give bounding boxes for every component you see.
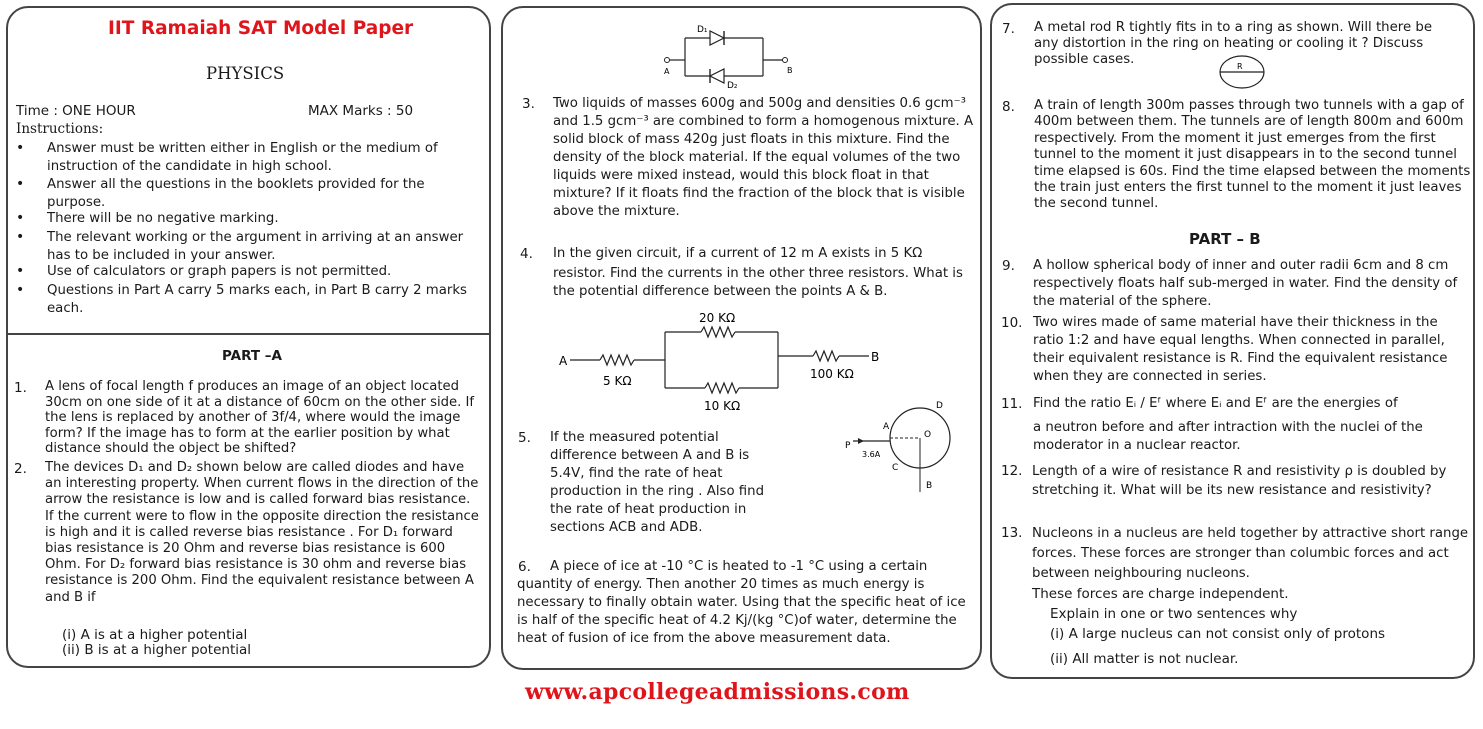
- circuit-b-label: B: [871, 350, 880, 364]
- question-13-option-2: (ii) All matter is not nuclear.: [1050, 651, 1239, 667]
- question-5-text: If the measured potential difference between A and B is 5.4V, find the rate of heat production in the ring . Also find the rate of heat production in sections ACB and ADB.: [550, 430, 765, 535]
- instruction-item: Questions in Part A carry 5 marks each, in Part B carry 2 marks each.: [47, 283, 467, 316]
- rod-ring-diagram: [1218, 53, 1268, 91]
- question-number: 7.: [1002, 21, 1015, 37]
- instruction-item: Answer must be written either in English or the medium of instruction of the candidate in high school.: [47, 141, 438, 174]
- question-11-text-b: a neutron before and after intraction with the nuclei of the moderator in a nuclear reactor.: [1033, 420, 1423, 453]
- diode-d1-label: D₁: [697, 25, 708, 35]
- question-13-option-1: (i) A large nucleus can not consist only of protons: [1050, 626, 1386, 642]
- max-marks-label: MAX Marks : 50: [308, 103, 414, 119]
- part-b-heading: PART – B: [1189, 230, 1261, 248]
- instruction-item: Answer all the questions in the booklets provided for the purpose.: [47, 177, 425, 210]
- diode-d1-symbol: [710, 31, 724, 45]
- circuit-a-label: A: [559, 354, 568, 368]
- diode-a-label: A: [664, 67, 670, 76]
- question-number: 8.: [1002, 99, 1015, 115]
- question-7-text: A metal rod R tightly fits in to a ring as shown. Will there be any distortion in the ring on heating or cooling it ? Discuss possible cases.: [1034, 20, 1432, 67]
- question-number: 5.: [518, 430, 531, 446]
- ring-diagram: [838, 398, 968, 498]
- question-11-text-a: Find the ratio Eᵢ / Eᶠ where Eᵢ and Eᶠ are the energies of: [1033, 396, 1398, 411]
- paper-title: IIT Ramaiah SAT Model Paper: [108, 18, 414, 39]
- ring-p-label: P: [845, 441, 851, 451]
- question-4-text-a: In the given circuit, if a current of 12 m A exists in 5 KΩ: [553, 246, 923, 261]
- question-2-text: The devices D₁ and D₂ shown below are called diodes and have an interesting property. When current flows in the direction of the arrow the resistance is low and is called forward bias resistance. If the current were to flow in the opposite direction the resistance is high and it is called reverse bias resistance . For D₁ forward bias resistance is 20 Ohm and reverse bias resistance is 600 Ohm. For D₂ forward bias resistance is 30 ohm and reverse bias resistance is 200 Ohm. Find the equivalent resistance between A and B if: [45, 460, 479, 605]
- question-number: 4.: [520, 246, 533, 262]
- ring-d-label: D: [936, 401, 943, 411]
- footer-website-link[interactable]: www.apcollegeadmissions.com: [525, 679, 910, 705]
- part-a-heading: PART –A: [222, 348, 282, 364]
- resistor-5k-label: 5 KΩ: [603, 374, 632, 388]
- question-number: 9.: [1002, 258, 1015, 274]
- diode-d2-symbol: [710, 69, 724, 83]
- ring-o-label: O: [924, 430, 932, 440]
- ring-current-label: 3.6A: [862, 450, 881, 459]
- question-13-line-2: These forces are charge independent.: [1032, 586, 1289, 602]
- instruction-item: There will be no negative marking.: [47, 211, 279, 226]
- question-number: 1.: [14, 380, 27, 396]
- question-12-text: Length of a wire of resistance R and resistivity ρ is doubled by stretching it. What will be its new resistance and resistivity?: [1032, 464, 1447, 498]
- question-6-text: A piece of ice at -10 °C is heated to -1 °C using a certain quantity of energy. Then another 20 times as much energy is necessary to finally obtain water. Using that the specific heat of ice is half of the specific heat of 4.2 Kj/(kg °C)of water, determine the heat of fusion of ice from the above measurement data.: [517, 559, 966, 646]
- question-2-option-2: (ii) B is at a higher potential: [62, 642, 252, 658]
- ring-c-label: C: [892, 463, 899, 473]
- rod-r-label: R: [1237, 62, 1243, 71]
- diode-d2-label: D₂: [727, 81, 738, 91]
- question-2-option-1: (i) A is at a higher potential: [62, 627, 248, 643]
- question-8-text: A train of length 300m passes through two tunnels with a gap of 400m between them. The tunnels are of length 800m and 600m respectively. From the moment it just emerges from the first tunnel to the moment it just disappears in to the second tunnel time elapsed is 60s. Find the time elapsed between the moments the train just enters the first tunnel to the moment it just leaves the second tunnel.: [1034, 98, 1471, 212]
- question-1-text: A lens of focal length f produces an image of an object located 30cm on one side of it at a distance of 60cm on the other side. If the lens is replaced by another of 3f/4, where would the image form? If the image has to form at the earlier position by what distance should the object be shifted?: [45, 379, 475, 456]
- question-3-text: Two liquids of masses 600g and 500g and densities 0.6 gcm⁻³ and 1.5 gcm⁻³ are combined to form a homogenous mixture. A solid block of mass 420g just floats in this mixture. Find the density of the block material. If the equal volumes of the two liquids were mixed instead, would this block float in that mixture? If it floats find the fraction of the block that is visible above the mixture.: [553, 96, 974, 219]
- diode-circuit-diagram: [655, 20, 805, 92]
- resistor-20k-label: 20 KΩ: [699, 311, 736, 325]
- time-label: Time : ONE HOUR: [16, 103, 136, 119]
- instructions-label: Instructions:: [16, 121, 104, 137]
- resistor-100k: [813, 351, 839, 361]
- question-13-text: Nucleons in a nucleus are held together by attractive short range forces. These forces are stronger than columbic forces and act between neighbouring nucleons.: [1032, 526, 1469, 581]
- subject-title: PHYSICS: [206, 64, 285, 83]
- diode-b-label: B: [787, 66, 793, 75]
- ring-a-label: A: [883, 422, 890, 432]
- question-10-text: Two wires made of same material have their thickness in the ratio 1:2 and have equal lengths. When connected in parallel, their equivalent resistance is R. Find the equivalent resistance when they are connected in series.: [1033, 315, 1448, 384]
- question-13-line-3: Explain in one or two sentences why: [1050, 606, 1298, 622]
- instruction-item: Use of calculators or graph papers is not permitted.: [47, 264, 392, 279]
- question-number: 12.: [1001, 463, 1023, 479]
- question-number: 10.: [1001, 315, 1023, 331]
- ring-b-label: B: [926, 481, 933, 491]
- question-number: 2.: [14, 461, 27, 477]
- question-number: 6.: [518, 559, 531, 575]
- section-divider: [6, 333, 491, 335]
- resistor-20k: [701, 327, 735, 337]
- question-number: 3.: [522, 96, 535, 112]
- resistor-100k-label: 100 KΩ: [810, 367, 854, 381]
- question-number: 11.: [1001, 396, 1023, 412]
- instruction-item: The relevant working or the argument in arriving at an answer has to be included in your answer.: [47, 230, 464, 263]
- resistor-5k: [600, 355, 634, 365]
- question-4-text-b: resistor. Find the currents in the other three resistors. What is the potential difference between the points A & B.: [553, 266, 963, 299]
- question-9-text: A hollow spherical body of inner and outer radii 6cm and 8 cm respectively floats half sub-merged in water. Find the density of the material of the sphere.: [1033, 258, 1458, 309]
- question-number: 13.: [1001, 525, 1023, 541]
- resistor-10k-label: 10 KΩ: [704, 399, 741, 413]
- resistor-10k: [705, 383, 739, 393]
